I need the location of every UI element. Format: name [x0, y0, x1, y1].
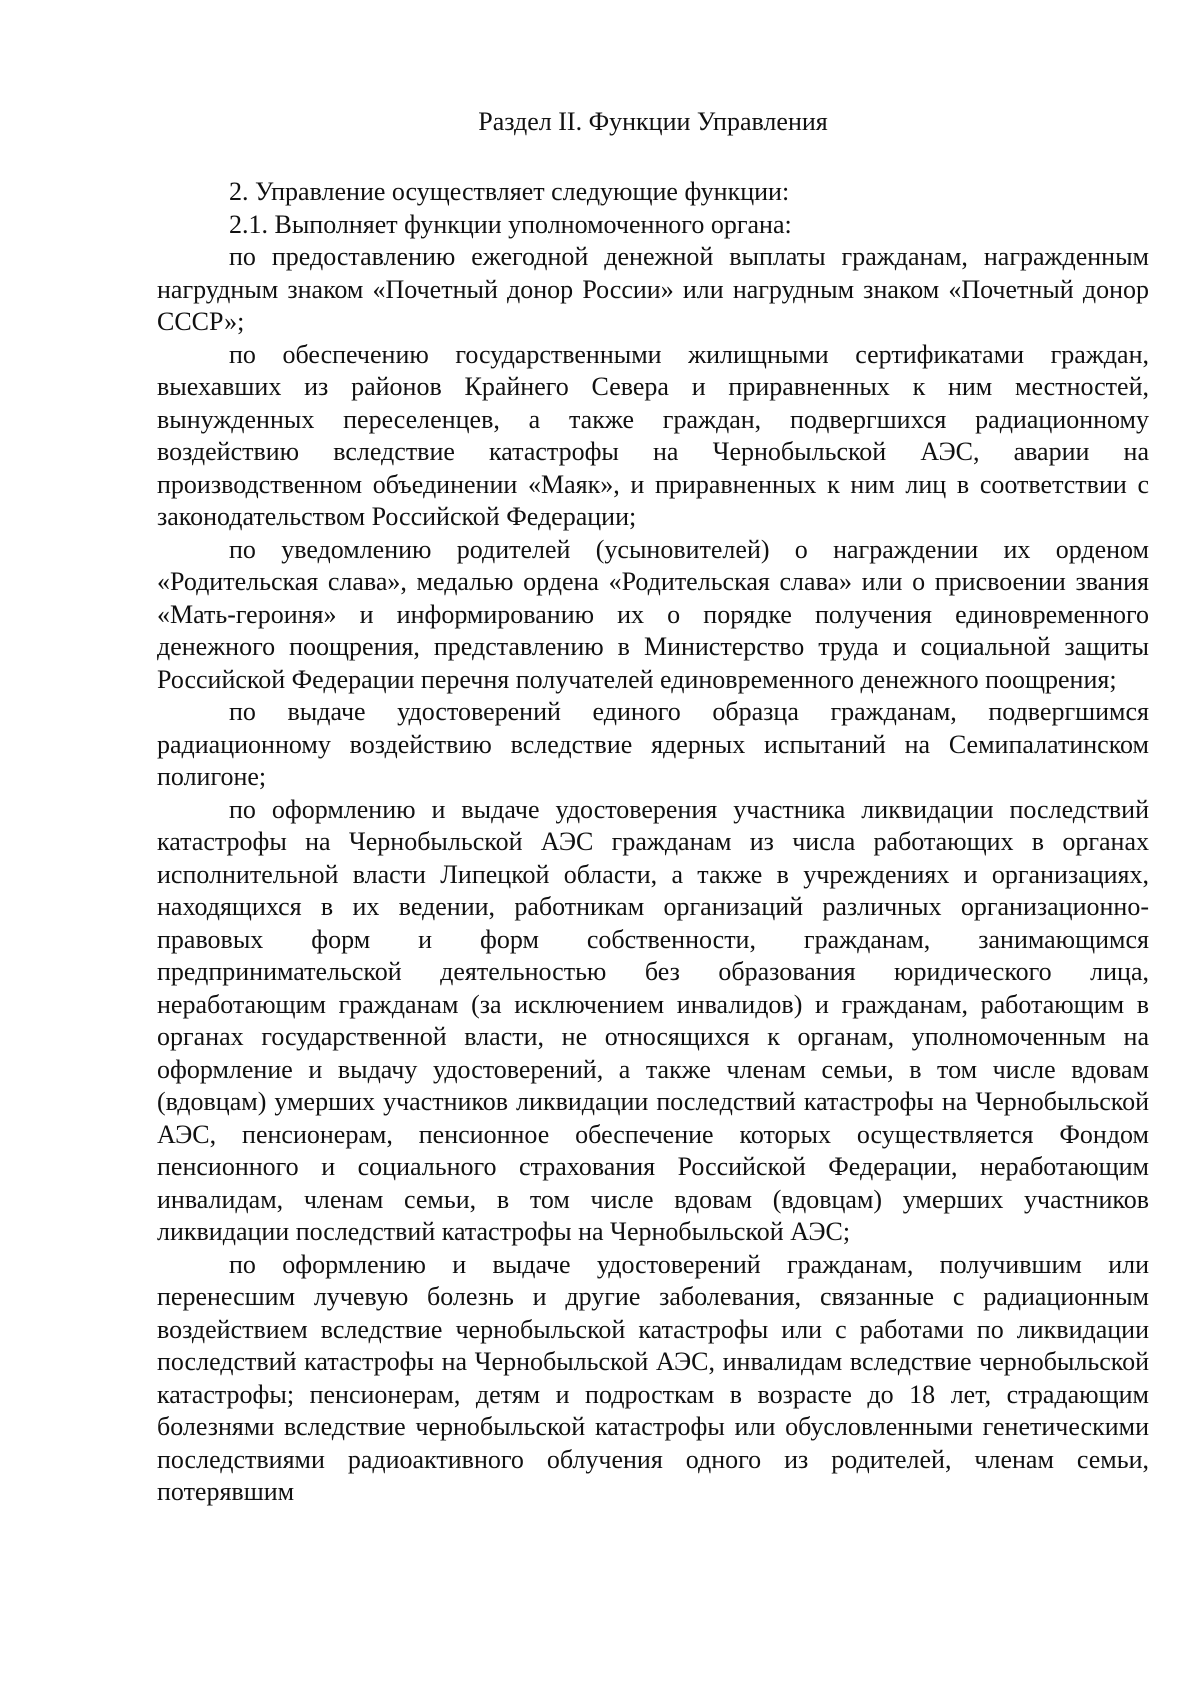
paragraph-parental-glory: по уведомлению родителей (усыновителей) о награждении их орденом «Родительская слава», медалью ордена «Родительская слава» или о присвоении звания «Мать-героиня» и информированию их о порядке получения единовременного денежного поощрения, представлению в Министерство труда и социальной защиты Российской Федерации перечня получателей единовременного денежного поощрения; [157, 534, 1149, 694]
paragraph-donor-payment: по предоставлению ежегодной денежной выплаты гражданам, награжденным нагрудным знаком «Почетный донор России» или нагрудным знаком «Почетный донор СССР»; [157, 242, 1149, 336]
document-page [157, 104, 1149, 1509]
paragraph-chernobyl-illness: по оформлению и выдаче удостоверений гражданам, получившим или перенесшим лучевую болезнь и другие заболевания, связанные с радиационным воздействием вследствие чернобыльской катастрофы или с работами по ликвидации последствий катастрофы на Чернобыльской АЭС, инвалидам вследствие чернобыльской катастрофы; пенсионерам, детям и подросткам в возрасте до 18 лет, страдающим болезнями вследствие чернобыльской катастрофы или обусловленными генетическими последствиями радиоактивного облучения одного из родителей, членам семьи, потерявшим [157, 1249, 1149, 1506]
paragraph-housing-certificates: по обеспечению государственными жилищными сертификатами граждан, выехавших из районов Крайнего Севера и приравненных к ним местностей, вынужденных переселенцев, а также граждан, подвергшихся радиационному воздействию вследствие катастрофы на Чернобыльской АЭС, аварии на производственном объединении «Маяк», и приравненных к ним лиц в соответствии с законодательством Российской Федерации; [157, 339, 1149, 531]
paragraph-functions-intro: 2. Управление осуществляет следующие функции: [229, 177, 790, 206]
paragraph-chernobyl-liquidator: по оформлению и выдаче удостоверения участника ликвидации последствий катастрофы на Чернобыльской АЭС гражданам из числа работающих в органах исполнительной власти Липецкой области, а также в учреждениях и организациях, находящихся в их ведении, работникам организаций различных организационно-правовых форм и форм собственности, гражданам, занимающимся предпринимательской деятельностью без образования юридического лица, неработающим гражданам (за исключением инвалидов) и гражданам, работающим в органах государственной власти, не относящихся к органам, уполномоченным на оформление и выдачу удостоверений, а также членам семьи, в том числе вдовам (вдовцам) умерших участников ликвидации последствий катастрофы на Чернобыльской АЭС, пенсионерам, пенсионное обеспечение которых осуществляется Фондом пенсионного и социального страхования Российской Федерации, неработающим инвалидам, членам семьи, в том числе вдовам (вдовцам) умерших участников ликвидации последствий катастрофы на Чернобыльской АЭС; [157, 794, 1149, 1246]
paragraph-authorized-body: 2.1. Выполняет функции уполномоченного органа: [229, 209, 792, 239]
paragraph-semipalatinsk: по выдаче удостоверений единого образца гражданам, подвергшимся радиационному воздействию вследствие ядерных испытаний на Семипалатинском полигоне; [157, 697, 1149, 791]
section-title: Раздел II. Функции Управления [478, 107, 828, 136]
